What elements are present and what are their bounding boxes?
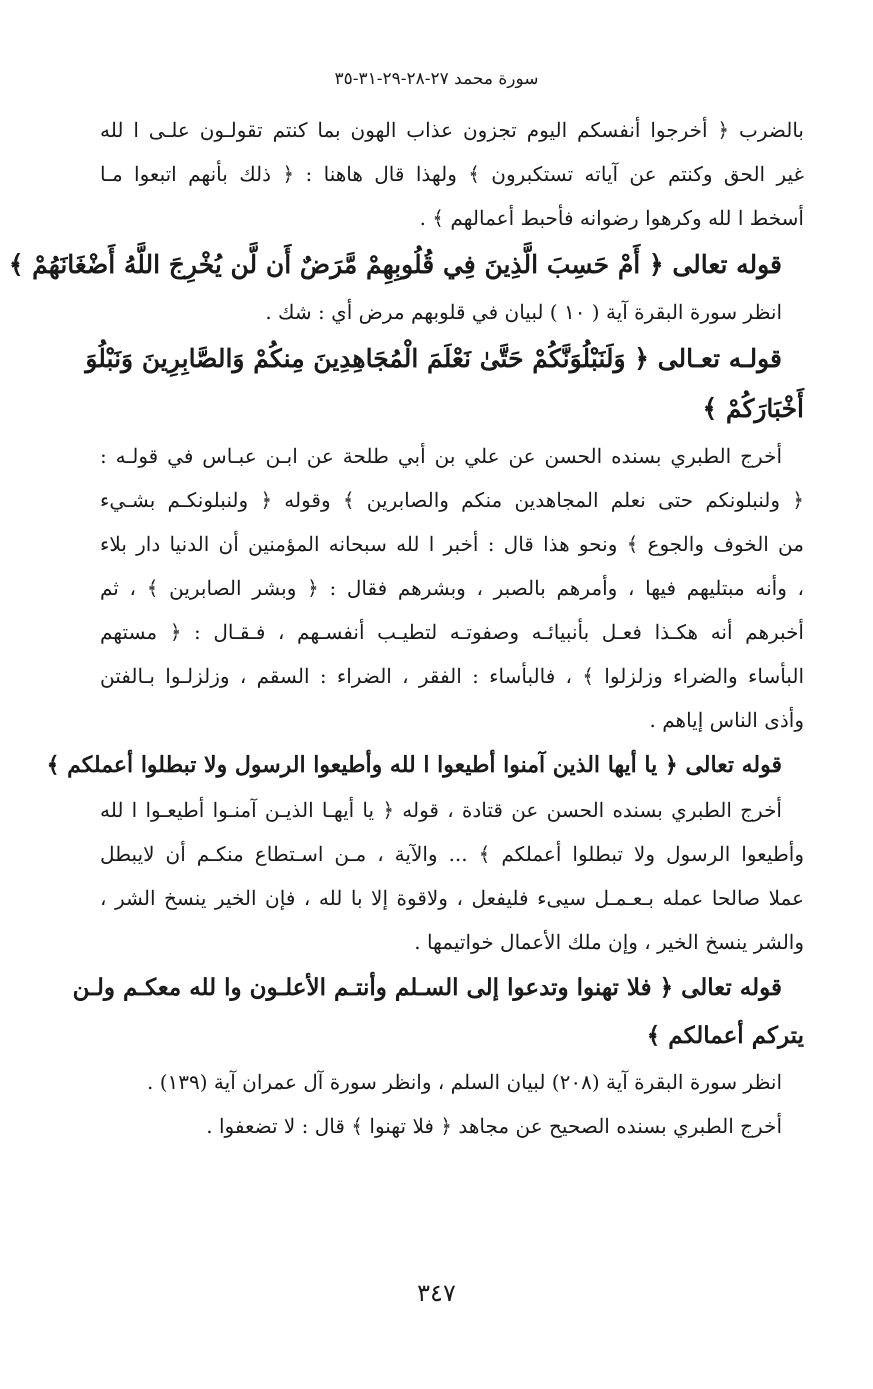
text-line-23: أخرج الطبري بسنده الصحيح عن مجاهد ﴿ فلا تهنوا ﴾ قال : لا تضعفوا . [206,1114,782,1138]
text-line-5: انظر سورة البقرة آية ( ١٠ ) لبيان في قلوبهم مرض أي : شك . [265,300,782,324]
verse-heading-3: قوله تعالى ﴿ يا أيها الذين آمنوا أطيعوا ا لله وأطيعوا الرسول ولا تبطلوا أعملكم ﴾ [46,752,782,778]
text-line-3: أسخط ا لله وكرهوا رضوانه فأحبط أعمالهم ﴾ . [419,206,804,230]
text-line-11: ، وأنه مبتليهم فيها ، وأمرهم بالصبر ، وبشرهم فقال : ﴿ وبشر الصابرين ﴾ ، ثم [100,576,804,600]
text-line-19: والشر ينسخ الخير ، وإن ملك الأعمال خواتيمها . [414,930,804,954]
text-line-2: غير الحق وكنتم عن آياته تستكبرون ﴾ ولهذا قال هاهنا : ﴿ ذلك بأنهم اتبعوا مـا [100,162,804,186]
text-line-17: وأطيعوا الرسول ولا تبطلوا أعملكم ﴾ ... والآية ، مـن اسـتطاع منكـم أن لايبطل [100,842,804,866]
verse-heading-4-cont: يتركم أعمالكم ﴾ [646,1022,804,1049]
verse-heading-1: قوله تعالى ﴿ أَمْ حَسِبَ الَّذِينَ فِي قُلُوبِهِمْ مَّرَضٌ أَن لَّن يُخْرِجَ اللَّهُ أَضْغَانَهُمْ ﴾ [8,250,782,279]
page-body [8,108,804,1148]
text-line-8: أخرج الطبري بسنده الحسن عن علي بن أبي طلحة عن ابـن عبـاس في قولـه : [100,444,782,468]
text-line-12: أخبرهم أنه هكـذا فعـل بأنبيائـه وصفوتـه لتطيـب أنفسـهم ، فـقـال : ﴿ مستهم [100,620,804,644]
text-line-16: أخرج الطبري بسنده الحسن عن قتادة ، قوله ﴿ يا أيهـا الذيـن آمنـوا أطيعـوا ا لله [100,798,782,822]
text-line-10: من الخوف والجوع ﴾ ونحو هذا قال : أخبر ا لله سبحانه المؤمنين أن الدنيا دار بلاء [100,532,804,556]
text-line-9: ﴿ ولنبلونكم حتى نعلم المجاهدين منكم والصابرين ﴾ وقوله ﴿ ولنبلونكـم بشـيء [100,488,804,512]
text-line-13: البأساء والضراء وزلزلوا ﴾ ، فالبأساء : الفقر ، الضراء : السقم ، وزلزلـوا بـالفتن [100,664,804,688]
text-line-14: وأذى الناس إياهم . [649,708,804,732]
verse-heading-4: قوله تعالى ﴿ فلا تهنوا وتدعوا إلى السـلم وأنتـم الأعلـون وا لله معكـم ولـن [72,974,782,1001]
page-number: ٣٤٧ [417,1279,456,1307]
verse-heading-2-cont: أَخْبَارَكُمْ ﴾ [702,394,804,423]
verse-heading-2: قولـه تعـالى ﴿ وَلَنَبْلُوَنَّكُمْ حَتَّىٰ نَعْلَمَ الْمُجَاهِدِينَ مِنكُمْ وَالصَّابِرِينَ وَنَبْلُوَ [85,344,782,373]
text-line-18: عملا صالحا عمله بـعـمـل سيىء فليفعل ، ولاقوة إلا با لله ، فإن الخير ينسخ الشر ، [100,886,804,910]
text-line-22: انظر سورة البقرة آية (٢٠٨) لبيان السلم ، وانظر سورة آل عمران آية (١٣٩) . [147,1070,782,1094]
running-header: سورة محمد ٢٧-٢٨-٢٩-٣١-٣٥ [334,69,539,89]
text-line-1: بالضرب ﴿ أخرجوا أنفسكم اليوم تجزون عذاب الهون بما كنتم تقولـون علـى ا لله [100,118,804,142]
